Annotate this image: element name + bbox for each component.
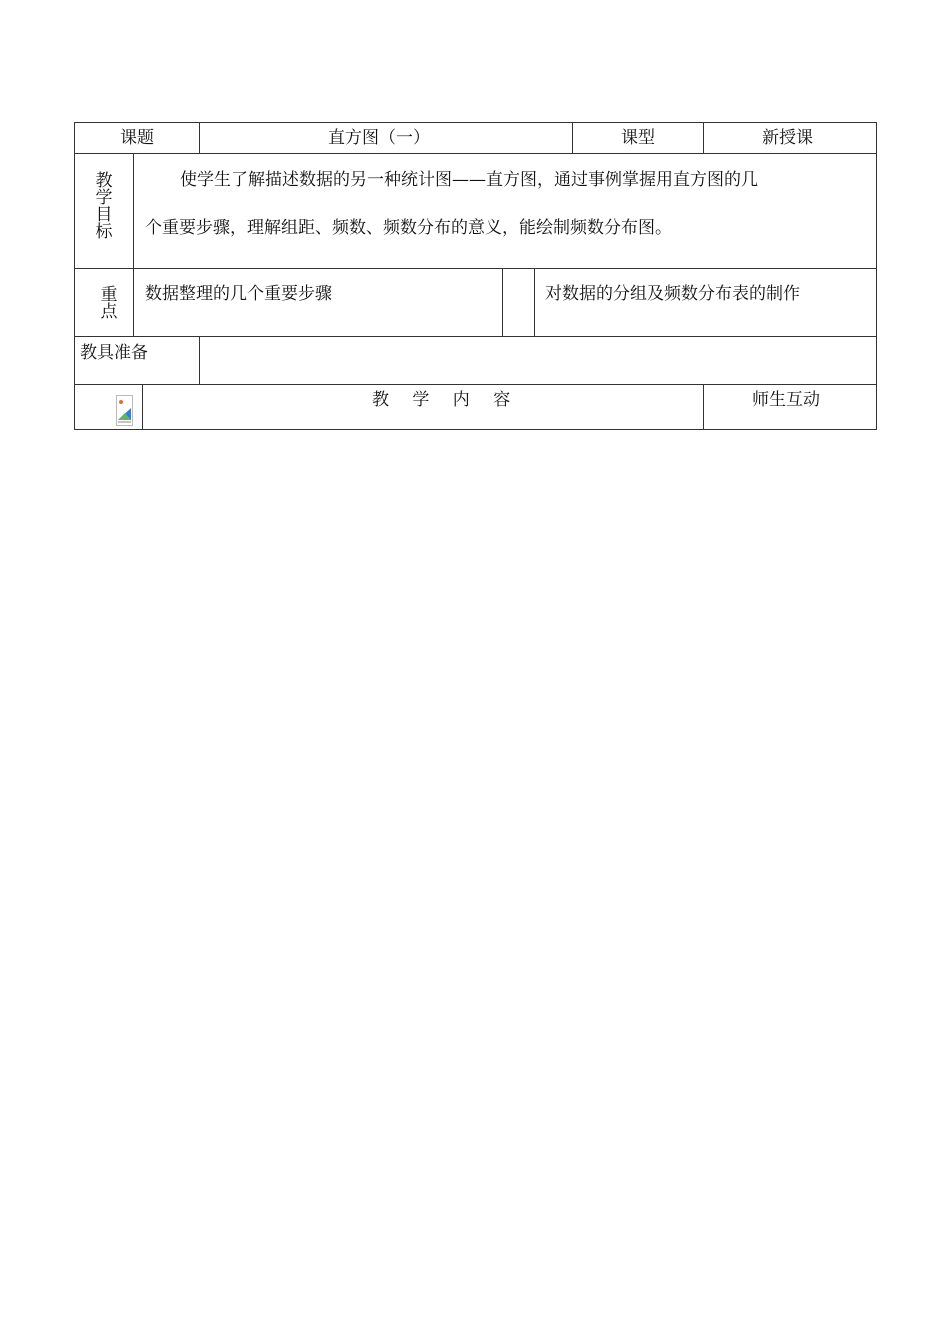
objectives-line-2: 个重要步骤，理解组距、频数、频数分布的意义，能绘制频数分布图。 — [145, 218, 672, 238]
row-divider-2 — [74, 268, 877, 269]
type-value: 新授课 — [762, 128, 813, 148]
content-header: 教 学 内 容 — [372, 390, 520, 410]
type-label-cell — [573, 123, 703, 153]
broken-image-icon — [116, 395, 133, 426]
col-divider-r5-b — [703, 384, 704, 430]
col-divider-r2 — [133, 153, 134, 269]
type-cell — [704, 123, 876, 153]
col-divider-r3-a — [133, 268, 134, 337]
col-divider-r5-a — [142, 384, 143, 430]
objectives-line-1: 使学生了解描述数据的另一种统计图——直方图，通过事例掌握用直方图的几 — [180, 170, 758, 190]
topic-cell — [200, 123, 572, 153]
topic-label-cell — [75, 123, 199, 153]
image-placeholder-icon — [117, 396, 132, 425]
topic-title: 直方图（一） — [328, 128, 430, 148]
table-border-bottom — [74, 429, 877, 430]
key-points-text: 数据整理的几个重要步骤 — [145, 284, 332, 304]
objectives-label: 教 学 目 标 — [95, 171, 113, 242]
difficulty-text: 对数据的分组及频数分布表的制作 — [545, 284, 800, 304]
topic-label: 课题 — [120, 128, 154, 148]
row-divider-1 — [74, 153, 877, 154]
col-divider-r3-b — [502, 268, 503, 337]
interaction-header: 师生互动 — [752, 390, 820, 410]
type-label: 课型 — [621, 128, 655, 148]
col-divider-r3-c — [534, 268, 535, 337]
col-divider-r4 — [199, 336, 200, 385]
row-divider-3 — [74, 336, 877, 337]
key-points-label: 重 点 — [100, 285, 118, 322]
prep-label: 教具准备 — [80, 343, 148, 363]
row-divider-4 — [74, 384, 877, 385]
